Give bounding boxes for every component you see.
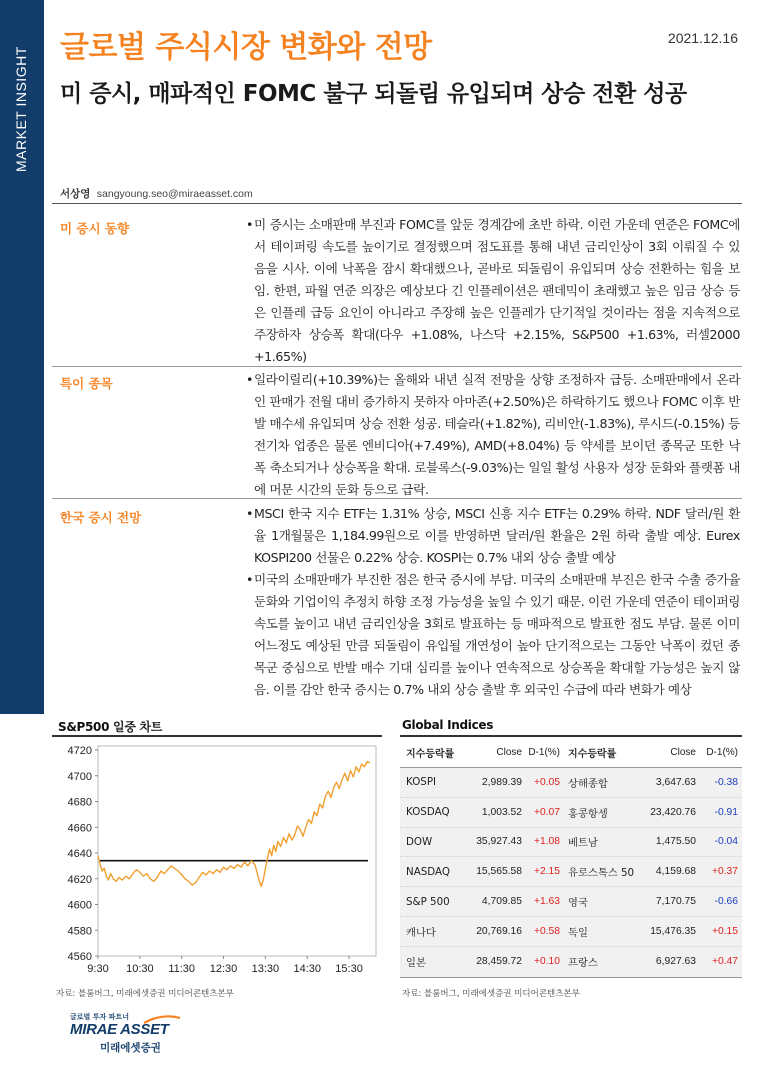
- indices-source: 자료: 블룸버그, 미래에셋증권 미디어콘텐츠본부: [402, 989, 580, 999]
- table-row: [400, 887, 742, 917]
- index-close: 1,003.52: [481, 806, 522, 818]
- y-tick-label: 4600: [67, 899, 92, 912]
- index-change: +1.08: [533, 836, 560, 848]
- logo-tagline: 글로벌 투자 파트너: [70, 1013, 129, 1021]
- table-body: [400, 768, 742, 977]
- bullet-us-market: [246, 214, 740, 368]
- index-name: 일본: [406, 957, 426, 970]
- x-tick-label: 12:30: [209, 963, 238, 975]
- index-change: +0.10: [533, 956, 560, 968]
- bullet-text: 일라이릴리(+10.39%)는 올해와 내년 실적 전망을 상향 조정하자 급등. 소매판매에서 온라인 판매가 전월 대비 증가하지 못하자 아마존(+2.50%)은 하락하기도 했으나 FOMC 이후 반발 매수세 유입되며 상승 전환 성공. 테슬라(+1.82%), 리비안(-1.83%), 루시드(-0.15%) 등 전기차 업종은 물론 엔비디아(+7.49%), AMD(+8.04%) 등 약세를 보이던 종목군 또한 낙폭 축소되거나 상승폭을 확대. 로블록스(-9.03%)는 일일 활성 사용자 성장 둔화와 플랫폼 내에 머문 시간의 둔화 등으로 급락.: [254, 372, 740, 497]
- table-row: [400, 828, 742, 858]
- page-subtitle: 미 증시, 매파적인 FOMC 불구 되돌림 유입되며 상승 전환 성공: [60, 81, 687, 107]
- index-change-2: -0.38: [714, 776, 738, 788]
- y-tick-label: 4580: [67, 925, 92, 938]
- index-change: +2.15: [533, 866, 560, 878]
- bullet-dot: •: [246, 217, 254, 232]
- index-change-2: -0.91: [714, 806, 738, 818]
- global-indices-table: [400, 738, 742, 978]
- bullet-text: MSCI 한국 지수 ETF는 1.31% 상승, MSCI 신흥 지수 ETF는 0.29% 하락. NDF 달러/원 환율 1개월물은 1,184.99원으로 이를 반영하면 달러/원 환율은 2원 하락 출발 예상. Eurex KOSPI200 선물은 0.22% 상승. KOSPI는 0.7% 내외 상승 출발 예상: [254, 506, 740, 565]
- index-name: KOSPI: [406, 776, 437, 789]
- index-close-2: 7,170.75: [655, 896, 696, 908]
- section-label-korea-outlook: 한국 증시 전망: [60, 510, 142, 525]
- index-change: +0.58: [533, 925, 560, 937]
- index-name-2: 독일: [568, 926, 588, 939]
- index-close: 28,459.72: [476, 956, 522, 968]
- index-close-2: 3,647.63: [655, 776, 696, 788]
- col-header-change-2: D-1(%): [706, 747, 738, 758]
- col-header-index-2: 지수등락률: [568, 749, 617, 760]
- y-tick-label: 4680: [67, 796, 92, 809]
- bullet-dot: •: [246, 372, 254, 387]
- index-name-2: 프랑스: [568, 957, 598, 970]
- index-close: 4,709.85: [481, 896, 522, 908]
- index-change: +0.07: [533, 806, 560, 818]
- divider: [52, 366, 742, 367]
- divider: [52, 498, 742, 499]
- table-row: [400, 798, 742, 828]
- bullet-korea-outlook-2: [246, 569, 740, 701]
- table-row: [400, 947, 742, 977]
- index-change-2: +0.47: [711, 956, 738, 968]
- index-name-2: 영국: [568, 897, 588, 910]
- index-change-2: -0.04: [714, 836, 738, 848]
- index-name-2: 유로스톡스 50: [568, 867, 635, 880]
- y-tick-label: 4620: [67, 873, 92, 886]
- col-header-change: D-1(%): [528, 747, 560, 758]
- x-tick-label: 9:30: [87, 963, 109, 975]
- plot-frame: [98, 746, 376, 956]
- sp500-price-line: [98, 762, 370, 887]
- sp500-intraday-chart: [52, 738, 382, 976]
- index-name: DOW: [406, 835, 433, 848]
- indices-panel-rule: [400, 735, 742, 737]
- bullet-text: 미국의 소매판매가 부진한 점은 한국 증시에 부담. 미국의 소매판매 부진은 한국 수출 증가율 둔화와 기업이익 추정치 하향 조정 가능성을 높일 수 있기 때문. 이런 가운데 연준이 테이퍼링 속도를 높이고 내년 금리인상을 3회로 발표하는 등 매파적으로 발표한 점도 부담. 물론 이미 어느정도 예상된 만큼 되돌림이 유입될 개연성이 높아 단기적으로는 그동안 낙폭이 컸던 종목군 중심으로 반발 매수 기대 심리를 높이나 연속적으로 상승폭을 확대할 가능성은 높지 않음. 이를 감안 한국 증시는 0.7% 내외 상승 출발 후 외국인 수급에 따라 변화가 예상: [254, 572, 740, 697]
- index-close-2: 6,927.63: [655, 956, 696, 968]
- index-name-2: 베트남: [568, 837, 598, 850]
- y-tick-label: 4700: [67, 770, 92, 783]
- chart-panel-rule: [52, 735, 382, 737]
- y-tick-label: 4720: [67, 745, 92, 757]
- sidebar-label: MARKET INSIGHT: [13, 46, 29, 172]
- index-name: NASDAQ: [406, 865, 450, 878]
- index-close-2: 1,475.50: [655, 836, 696, 848]
- x-tick-label: 13:30: [251, 963, 280, 975]
- chart-panel-title: S&P500 일중 차트: [58, 720, 163, 734]
- divider: [52, 203, 742, 204]
- author-name: 서상영: [60, 188, 91, 200]
- col-header-index: 지수등락률: [406, 749, 455, 760]
- section-label-us-market: 미 증시 동향: [60, 221, 130, 236]
- author-email[interactable]: sangyoung.seo@miraeasset.com: [96, 188, 253, 200]
- index-change-2: -0.66: [714, 896, 738, 908]
- bullet-notable-stocks: [246, 369, 740, 501]
- indices-panel-title: Global Indices: [402, 718, 494, 732]
- report-date: 2021.12.16: [667, 30, 738, 46]
- index-close: 2,989.39: [481, 776, 522, 788]
- index-close: 35,927.43: [476, 836, 522, 848]
- index-close-2: 15,476.35: [650, 925, 696, 937]
- sidebar-band: [0, 0, 44, 714]
- x-tick-label: 11:30: [168, 963, 196, 975]
- index-name-2: 홍콩항셍: [568, 807, 608, 820]
- table-header: [400, 738, 742, 768]
- index-close-2: 23,420.76: [650, 806, 696, 818]
- y-tick-label: 4660: [67, 822, 92, 835]
- index-name: S&P 500: [406, 895, 450, 908]
- index-change: +0.05: [533, 776, 560, 788]
- author-line: [60, 186, 253, 201]
- mirae-asset-logo: [70, 1012, 200, 1056]
- x-tick-label: 10:30: [126, 963, 154, 975]
- bullet-dot: •: [246, 506, 254, 521]
- chart-source: 자료: 블룸버그, 미래에셋증권 미디어콘텐츠본부: [56, 989, 234, 999]
- chart-canvas: [52, 738, 382, 976]
- table-row: [400, 857, 742, 887]
- index-change: +1.63: [533, 896, 560, 908]
- table-row: [400, 917, 742, 947]
- index-change-2: +0.15: [711, 925, 738, 937]
- index-change-2: +0.37: [711, 866, 738, 878]
- index-close: 15,565.58: [476, 866, 522, 878]
- table-row: [400, 768, 742, 798]
- index-name: 캐나다: [406, 926, 436, 939]
- bullet-dot: •: [246, 572, 254, 587]
- x-tick-label: 14:30: [293, 963, 321, 975]
- bullet-korea-outlook-1: [246, 503, 740, 569]
- y-tick-label: 4560: [67, 951, 92, 963]
- section-label-notable-stocks: 특이 종목: [60, 376, 113, 391]
- col-header-close-2: Close: [670, 747, 696, 758]
- x-tick-label: 15:30: [335, 963, 363, 975]
- logo-brand: MIRAE ASSET: [70, 1021, 169, 1038]
- index-close-2: 4,159.68: [655, 866, 696, 878]
- index-name: KOSDAQ: [406, 806, 450, 819]
- col-header-close: Close: [496, 747, 522, 758]
- bullet-text: 미 증시는 소매판매 부진과 FOMC를 앞둔 경계감에 초반 하락. 이런 가운데 연준은 FOMC에서 테이퍼링 속도를 높이기로 결정했으며 점도표를 통해 내년 금리인상이 3회 이뤄질 수 있음을 시사. 이에 낙폭을 잠시 확대했으나, 곧바로 되돌림이 유입되며 상승 전환하는 힘을 보임. 한편, 파월 연준 의장은 예상보다 긴 인플레이션은 팬데믹이 초래했고 높은 임금 상승 등은 인플레 급등 요인이 아니라고 주장해 높은 인플레가 단기적일 것이라는 점을 지속적으로 주장하자 상승폭 확대(다우 +1.08%, 나스닥 +2.15%, S&P500 +1.63%, 러셀2000 +1.65%): [254, 217, 740, 364]
- y-tick-label: 4640: [67, 848, 92, 860]
- page-title: 글로벌 주식시장 변화와 전망: [60, 30, 432, 65]
- index-close: 20,769.16: [476, 925, 522, 937]
- index-name-2: 상해종합: [568, 777, 608, 790]
- logo-korean: 미래에셋증권: [100, 1042, 161, 1054]
